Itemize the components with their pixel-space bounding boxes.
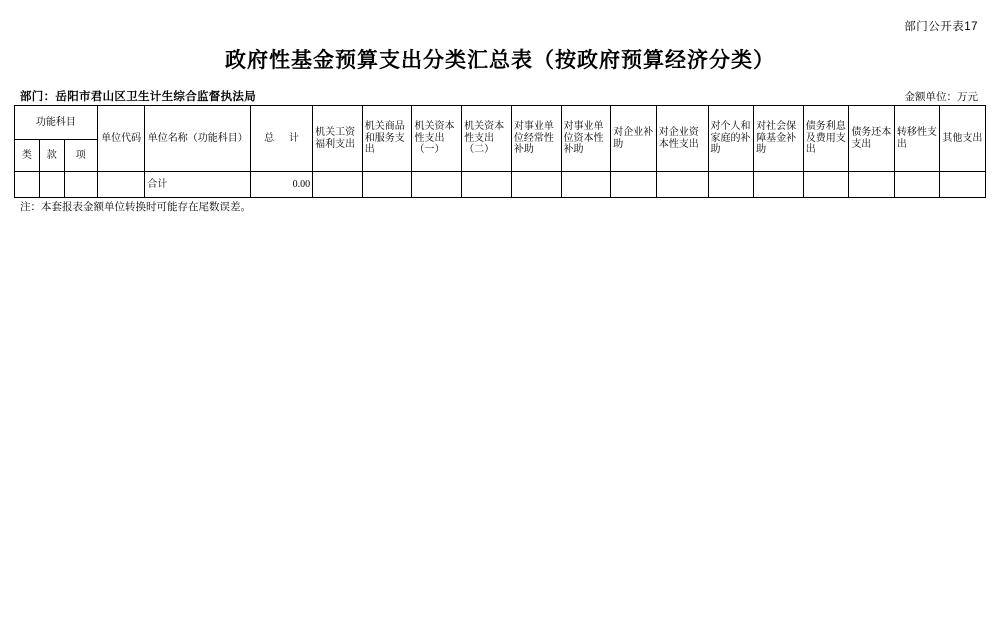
cell-value-7 [656, 172, 708, 198]
table-row [15, 172, 986, 198]
header-col-7: 对企业资本性支出 [656, 106, 708, 172]
header-col-4: 对事业单位经常性补助 [511, 106, 561, 172]
cell-value-10 [803, 172, 849, 198]
header-col-12: 转移性支出 [894, 106, 940, 172]
page-title: 政府性基金预算支出分类汇总表（按政府预算经济分类） [225, 48, 775, 72]
cell-value-9 [754, 172, 804, 198]
header-sub-xiang: 项 [64, 140, 97, 172]
header-sub-kuan: 款 [39, 140, 64, 172]
header-unit-name: 单位名称（功能科目） [145, 106, 251, 172]
cell-total: 0.00 [251, 172, 313, 198]
cell-kuan [39, 172, 64, 198]
header-col-5: 对事业单位资本性补助 [561, 106, 611, 172]
header-col-9: 对社会保障基金补助 [754, 106, 804, 172]
summary-table-container [14, 105, 986, 198]
header-col-8: 对个人和家庭的补助 [708, 106, 754, 172]
header-col-11: 债务还本支出 [849, 106, 895, 172]
cell-value-5 [561, 172, 611, 198]
header-col-13: 其他支出 [940, 106, 986, 172]
cell-lei [15, 172, 40, 198]
department-line: 部门：岳阳市君山区卫生计生综合监督执法局 [20, 91, 256, 103]
cell-value-2 [412, 172, 462, 198]
cell-value-6 [611, 172, 657, 198]
budget-summary-table [14, 105, 986, 198]
header-col-6: 对企业补助 [611, 106, 657, 172]
header-col-10: 债务利息及费用支出 [803, 106, 849, 172]
cell-unit-code [97, 172, 145, 198]
header-sub-lei: 类 [15, 140, 40, 172]
header-col-2: 机关资本性支出（一） [412, 106, 462, 172]
header-unit-code: 单位代码 [97, 106, 145, 172]
cell-unit-name: 合计 [145, 172, 251, 198]
header-col-3: 机关资本性支出（二） [462, 106, 512, 172]
public-table-label: 部门公开表17 [904, 21, 978, 33]
header-total: 总 计 [251, 106, 313, 172]
table-header-row-1 [15, 106, 986, 140]
header-col-1: 机关商品和服务支出 [362, 106, 412, 172]
cell-value-8 [708, 172, 754, 198]
footnote: 注：本套报表金额单位转换时可能存在尾数误差。 [20, 201, 251, 213]
cell-value-1 [362, 172, 412, 198]
cell-xiang [64, 172, 97, 198]
cell-value-13 [940, 172, 986, 198]
cell-value-0 [313, 172, 363, 198]
cell-value-12 [894, 172, 940, 198]
cell-value-11 [849, 172, 895, 198]
amount-unit-label: 金额单位：万元 [904, 91, 978, 103]
cell-value-3 [462, 172, 512, 198]
header-function-subject: 功能科目 [15, 106, 98, 140]
header-col-0: 机关工资福利支出 [313, 106, 363, 172]
cell-value-4 [511, 172, 561, 198]
